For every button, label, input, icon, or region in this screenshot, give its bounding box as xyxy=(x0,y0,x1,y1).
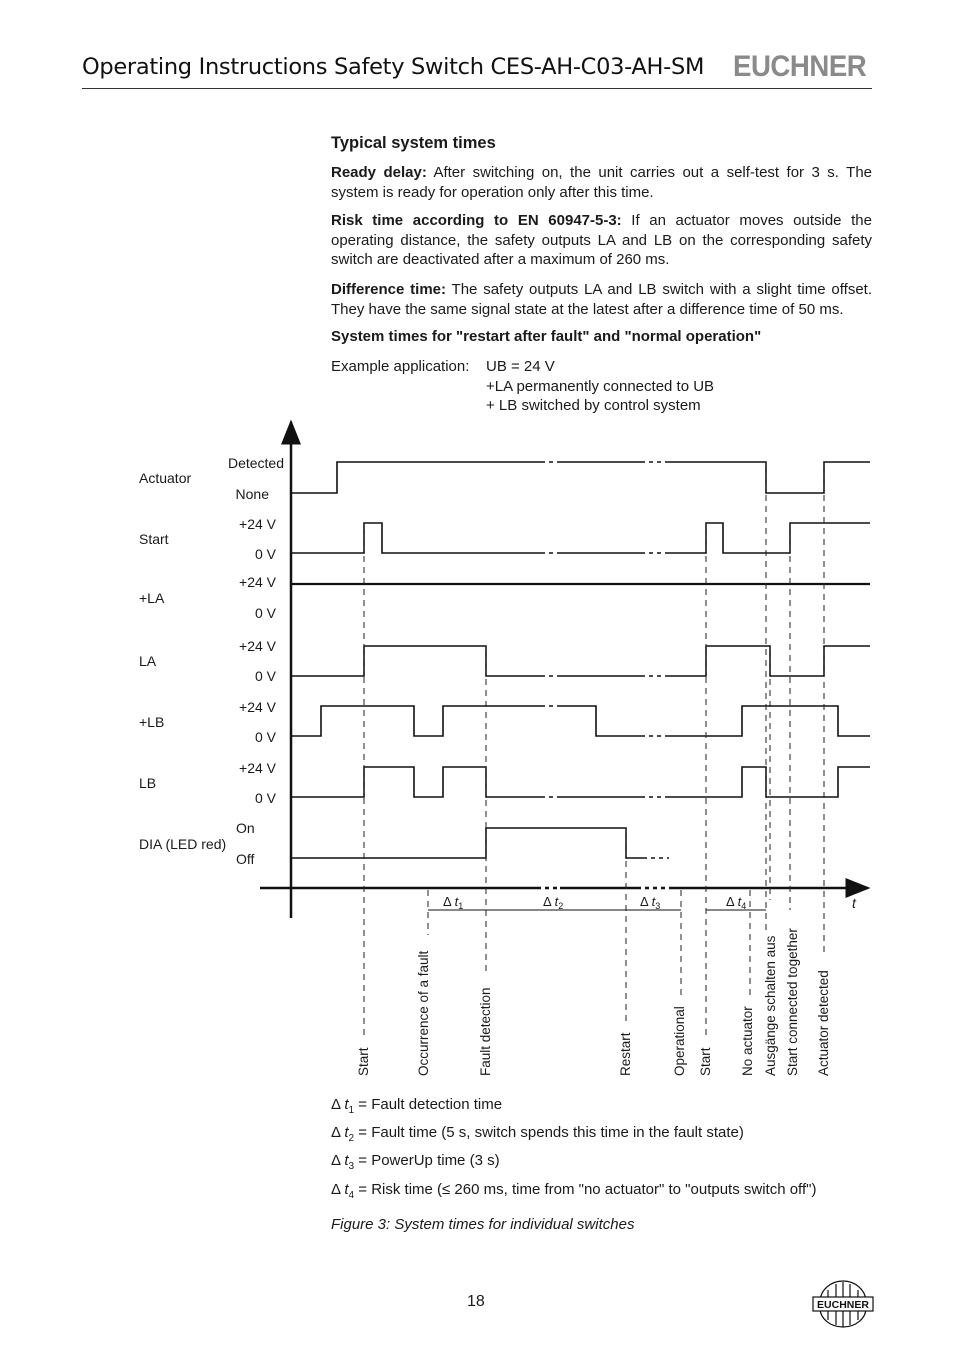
brand-logo: EUCHNER xyxy=(733,50,867,83)
page-number: 18 xyxy=(467,1293,485,1310)
legend-text: = Fault time (5 s, switch spends this time in the fault state) xyxy=(354,1124,744,1141)
signal-name-plus-lb: +LB xyxy=(139,714,165,730)
text-ready-delay: After switching on, the unit carries out a self-test for 3 s. The system is ready for operation only after this time. xyxy=(331,164,873,201)
legend-dt2 xyxy=(331,1124,744,1144)
legend-symbol: Δ xyxy=(331,1096,341,1113)
legend-symbol: Δ xyxy=(331,1181,341,1198)
event-label-start-2: Start xyxy=(698,1047,713,1076)
text-risk-time: If an actuator moves outside the operating distance, the safety outputs LA and LB on the corresponding safety switch are deactivated after a maximum of 260 ms. xyxy=(331,212,872,268)
level-actuator-high: Detected xyxy=(227,455,284,471)
level-lb-high: +24 V xyxy=(239,760,276,776)
system-times-subtitle: System times for "restart after fault" and "normal operation" xyxy=(331,328,762,345)
example-value-ub: UB = 24 V xyxy=(486,358,555,375)
figure-caption: Figure 3: System times for individual switches xyxy=(331,1216,635,1233)
legend-symbol: Δ xyxy=(331,1124,341,1141)
level-lb-low: 0 V xyxy=(254,790,276,806)
legend-var: t xyxy=(344,1181,349,1198)
interval-dt2: Δ $t_2$ xyxy=(543,894,564,911)
waveform-plus-lb xyxy=(291,706,541,736)
event-label-no-actuator: No actuator xyxy=(740,1006,755,1076)
legend-dt4 xyxy=(331,1181,816,1201)
level-la-high: +24 V xyxy=(239,638,276,654)
legend-sub: 3 xyxy=(348,1161,355,1172)
waveform-dia xyxy=(291,828,643,858)
event-label-fault-occurrence: Occurrence of a fault xyxy=(416,950,431,1076)
signal-name-dia: DIA (LED red) xyxy=(139,836,227,852)
level-start-high: +24 V xyxy=(239,516,276,532)
waveform-start-3 xyxy=(669,523,870,553)
waveform-la xyxy=(291,646,541,676)
level-dia-low: Off xyxy=(236,851,255,867)
event-markers xyxy=(364,462,824,1040)
legend-dt1 xyxy=(331,1096,502,1116)
legend-sub: 1 xyxy=(348,1105,355,1116)
signal-name-la: LA xyxy=(139,653,157,669)
event-label-outputs-off: Ausgänge schalten aus xyxy=(763,935,778,1076)
legend-var: t xyxy=(344,1124,349,1141)
event-label-start: Start xyxy=(356,1047,371,1076)
example-value-la: +LA permanently connected to UB xyxy=(486,377,715,395)
event-label-operational: Operational xyxy=(672,1006,687,1076)
example-label: Example application: xyxy=(331,358,470,375)
document-title: Operating Instructions Safety Switch CES-AH-C03-AH-SM xyxy=(82,54,705,80)
level-start-low: 0 V xyxy=(254,546,276,562)
legend-dt3 xyxy=(331,1152,500,1172)
signal-name-actuator: Actuator xyxy=(139,470,192,486)
legend-text: = Fault detection time xyxy=(354,1096,503,1113)
level-plus-la-high: +24 V xyxy=(239,574,276,590)
legend-text: = Risk time (≤ 260 ms, time from "no actuator" to "outputs switch off") xyxy=(354,1181,817,1198)
waveform-plus-lb-2 xyxy=(560,706,641,736)
level-plus-lb-high: +24 V xyxy=(239,699,276,715)
example-value-lb: + LB switched by control system xyxy=(486,397,701,414)
level-plus-lb-low: 0 V xyxy=(254,729,276,745)
waveform-lb xyxy=(291,767,541,797)
term-risk-time: Risk time according to EN 60947-5-3: xyxy=(331,212,622,229)
level-dia-high: On xyxy=(236,820,255,836)
waveform-actuator-3 xyxy=(669,462,870,493)
time-axis-label: t xyxy=(852,895,856,911)
footer-logo xyxy=(812,1280,874,1328)
interval-dt1: Δ $t_1$ xyxy=(443,894,464,911)
text-difference-time: The safety outputs LA and LB switch with a slight time offset. They have the same signal state at the latest after a difference time of 50 ms. xyxy=(331,281,872,318)
legend-sub: 2 xyxy=(348,1133,355,1144)
level-la-low: 0 V xyxy=(254,668,276,684)
interval-dt3: Δ $t_3$ xyxy=(640,894,661,911)
legend-var: t xyxy=(344,1096,349,1113)
term-ready-delay: Ready delay: xyxy=(331,164,427,181)
level-actuator-low: None xyxy=(235,486,269,502)
event-label-fault-detection: Fault detection xyxy=(478,987,493,1076)
level-plus-la-low: 0 V xyxy=(254,605,276,621)
legend-sub: 4 xyxy=(348,1190,355,1201)
event-label-actuator-detected: Actuator detected xyxy=(816,970,831,1076)
waveform-plus-lb-3 xyxy=(669,706,870,736)
term-difference-time: Difference time: xyxy=(331,281,447,298)
event-label-restart: Restart xyxy=(618,1032,633,1076)
legend-symbol: Δ xyxy=(331,1152,341,1169)
legend-text: = PowerUp time (3 s) xyxy=(354,1152,500,1169)
section-title: Typical system times xyxy=(331,134,496,152)
signal-name-lb: LB xyxy=(139,775,157,791)
signal-name-start: Start xyxy=(139,531,169,547)
footer-logo-text: EUCHNER xyxy=(817,1299,869,1311)
interval-dt4: Δ $t_4$ xyxy=(726,894,747,911)
legend-var: t xyxy=(344,1152,349,1169)
waveform-actuator xyxy=(291,462,541,493)
signal-name-plus-la: +LA xyxy=(139,590,165,606)
event-label-start-connected: Start connected together xyxy=(785,928,800,1076)
waveform-start xyxy=(291,523,541,553)
